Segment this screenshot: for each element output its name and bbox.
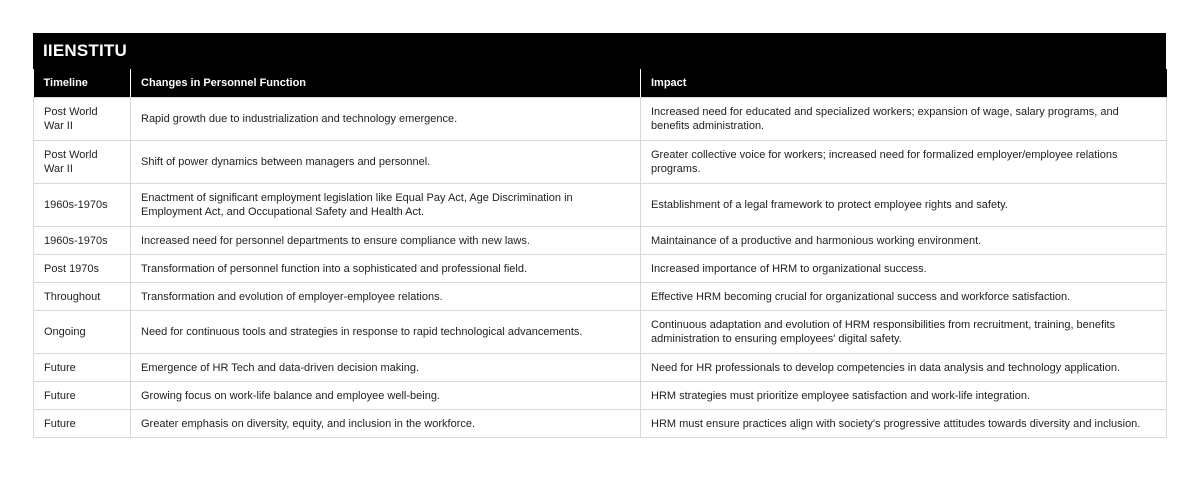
cell-change: Increased need for personnel departments to ensure compliance with new laws. — [131, 227, 641, 255]
cell-timeline: Ongoing — [34, 311, 131, 354]
cell-timeline: Post World War II — [34, 141, 131, 184]
timeline-table-container — [33, 33, 1166, 438]
cell-impact: HRM strategies must prioritize employee satisfaction and work-life integration. — [641, 382, 1167, 410]
cell-timeline: Future — [34, 382, 131, 410]
cell-impact: Maintainance of a productive and harmonious working environment. — [641, 227, 1167, 255]
cell-impact: Continuous adaptation and evolution of HRM responsibilities from recruitment, training, benefits administration to ensuring employees' digital safety. — [641, 311, 1167, 354]
table-row — [34, 184, 1167, 227]
table-row — [34, 98, 1167, 141]
cell-impact: HRM must ensure practices align with society's progressive attitudes towards diversity and inclusion. — [641, 410, 1167, 438]
table-row — [34, 141, 1167, 184]
cell-timeline: 1960s-1970s — [34, 227, 131, 255]
table-row — [34, 382, 1167, 410]
cell-timeline: Post World War II — [34, 98, 131, 141]
cell-impact: Effective HRM becoming crucial for organizational success and workforce satisfaction. — [641, 283, 1167, 311]
cell-timeline: 1960s-1970s — [34, 184, 131, 227]
cell-impact: Establishment of a legal framework to protect employee rights and safety. — [641, 184, 1167, 227]
cell-impact: Need for HR professionals to develop competencies in data analysis and technology application. — [641, 354, 1167, 382]
table-row — [34, 227, 1167, 255]
cell-change: Transformation and evolution of employer-employee relations. — [131, 283, 641, 311]
cell-impact: Increased need for educated and specialized workers; expansion of wage, salary programs, and benefits administration. — [641, 98, 1167, 141]
personnel-function-table — [33, 69, 1167, 438]
cell-change: Rapid growth due to industrialization and technology emergence. — [131, 98, 641, 141]
cell-change: Transformation of personnel function into a sophisticated and professional field. — [131, 255, 641, 283]
header-timeline: Timeline — [34, 69, 131, 98]
cell-change: Enactment of significant employment legislation like Equal Pay Act, Age Discrimination in Employment Act, and Occupational Safety and Health Act. — [131, 184, 641, 227]
brand-header: IIENSTITU — [33, 33, 1166, 69]
header-impact: Impact — [641, 69, 1167, 98]
cell-change: Need for continuous tools and strategies in response to rapid technological advancements. — [131, 311, 641, 354]
table-header-row — [34, 69, 1167, 98]
cell-timeline: Future — [34, 410, 131, 438]
table-row — [34, 354, 1167, 382]
cell-impact: Greater collective voice for workers; increased need for formalized employer/employee relations programs. — [641, 141, 1167, 184]
cell-change: Greater emphasis on diversity, equity, and inclusion in the workforce. — [131, 410, 641, 438]
cell-timeline: Post 1970s — [34, 255, 131, 283]
cell-timeline: Future — [34, 354, 131, 382]
table-row — [34, 283, 1167, 311]
table-row — [34, 410, 1167, 438]
table-row — [34, 311, 1167, 354]
cell-change: Shift of power dynamics between managers and personnel. — [131, 141, 641, 184]
header-changes: Changes in Personnel Function — [131, 69, 641, 98]
cell-impact: Increased importance of HRM to organizational success. — [641, 255, 1167, 283]
cell-change: Emergence of HR Tech and data-driven decision making. — [131, 354, 641, 382]
table-row — [34, 255, 1167, 283]
cell-timeline: Throughout — [34, 283, 131, 311]
cell-change: Growing focus on work-life balance and employee well-being. — [131, 382, 641, 410]
